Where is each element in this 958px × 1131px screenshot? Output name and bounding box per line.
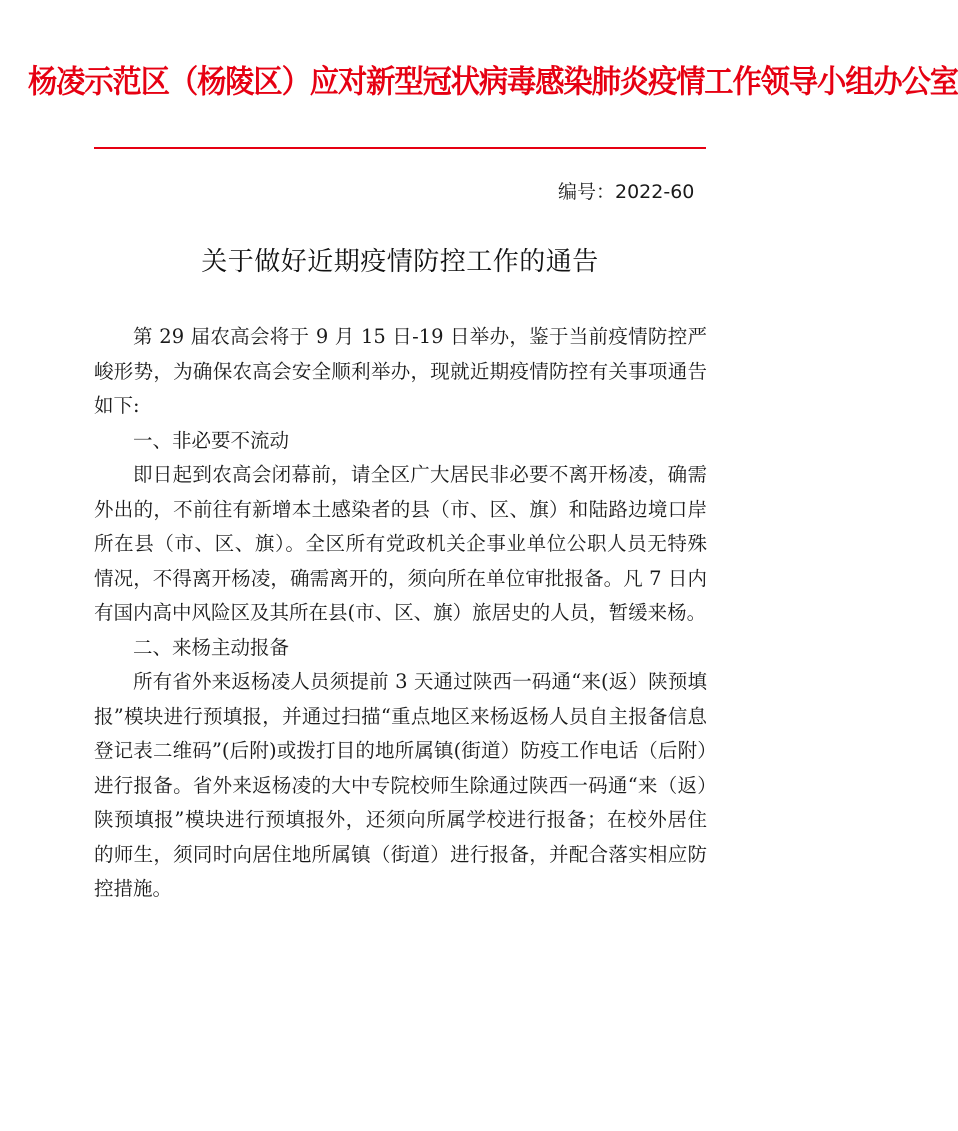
- issuer-red-header: 杨凌示范区（杨陵区）应对新型冠状病毒感染肺炎疫情工作领导小组办公室: [28, 63, 958, 100]
- notice-title: 关于做好近期疫情防控工作的通告: [201, 247, 599, 277]
- section-2-paragraph: 所有省外来返杨凌人员须提前 3 天通过陕西一码通“来(返）陕预填报”模块进行预填报，并通过扫描“重点地区来杨返杨人员自主报备信息登记表二维码”(后附)或拨打目的地所属镇(街道）防疫工作电话（后附）进行报备。省外来返杨凌的大中专院校师生除通过陕西一码通“来（返）陕预填报”模块进行预填报外，还须向所属学校进行报备；在校外居住的师生，须同时向居住地所属镇（街道）进行报备，并配合落实相应防控措施。: [94, 670, 707, 900]
- section-2-heading: 二、来杨主动报备: [133, 635, 290, 659]
- intro-paragraph: 第 29 届农高会将于 9 月 15 日-19 日举办，鉴于当前疫情防控严峻形势，为确保农高会安全顺利举办，现就近期疫情防控有关事项通告如下:: [94, 325, 707, 417]
- section-1-heading: 一、非必要不流动: [133, 428, 290, 452]
- section-1-paragraph: 即日起到农高会闭幕前，请全区广大居民非必要不离开杨凌，确需外出的，不前往有新增本土感染者的县（市、区、旗）和陆路边境口岸所在县（市、区、旗）。全区所有党政机关企事业单位公职人员无特殊情况，不得离开杨凌，确需离开的，须向所在单位审批报备。凡 7 日内有国内高中风险区及其所在县(市、区、旗）旅居史的人员，暂缓来杨。: [94, 463, 707, 624]
- document-number: 编号：2022-60: [558, 181, 695, 203]
- red-divider-line: [94, 147, 706, 149]
- notice-body: [94, 320, 707, 907]
